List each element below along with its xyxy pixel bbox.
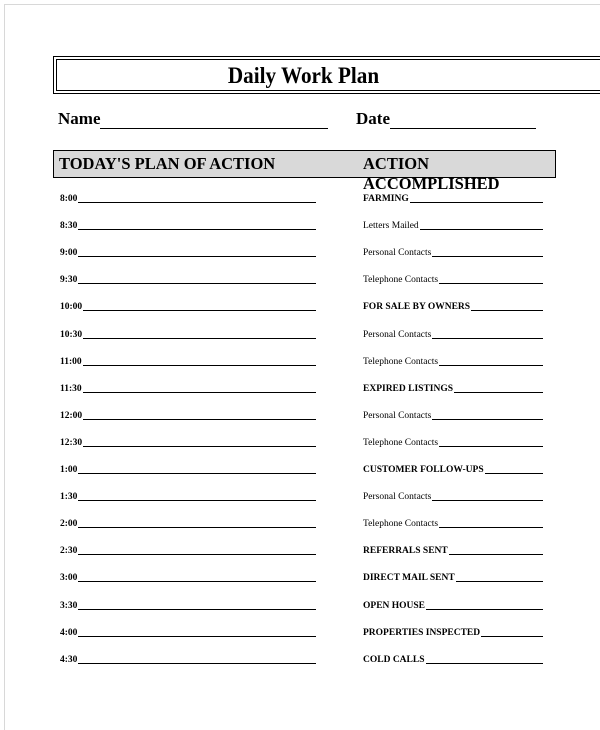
action-row[interactable]	[363, 271, 543, 285]
plan-header: TODAY'S PLAN OF ACTION	[59, 154, 276, 173]
time-label: 3:00	[60, 573, 78, 583]
time-slot-row[interactable]	[60, 190, 316, 204]
action-row[interactable]	[363, 190, 543, 204]
time-slot-row[interactable]	[60, 569, 316, 583]
action-line[interactable]	[439, 283, 543, 284]
action-line[interactable]	[426, 663, 544, 664]
time-label: 1:30	[60, 492, 78, 502]
action-row[interactable]	[363, 542, 543, 556]
action-line[interactable]	[449, 554, 543, 555]
time-slot-line[interactable]	[78, 554, 316, 555]
time-slot-row[interactable]	[60, 326, 316, 340]
time-slot-row[interactable]	[60, 434, 316, 448]
action-label: FARMING	[363, 194, 409, 204]
action-line[interactable]	[481, 636, 543, 637]
action-row[interactable]	[363, 597, 543, 611]
name-line[interactable]	[100, 112, 328, 129]
time-slot-line[interactable]	[78, 473, 316, 474]
action-line[interactable]	[410, 202, 543, 203]
action-label: REFERRALS SENT	[363, 546, 448, 556]
time-slot-line[interactable]	[78, 581, 316, 582]
action-row[interactable]	[363, 244, 543, 258]
time-slot-line[interactable]	[78, 256, 316, 257]
time-label: 2:30	[60, 546, 78, 556]
time-label: 12:30	[60, 438, 83, 448]
title-box	[53, 56, 600, 94]
time-slot-line[interactable]	[78, 500, 316, 501]
time-slot-row[interactable]	[60, 488, 316, 502]
action-line[interactable]	[432, 338, 543, 339]
action-row[interactable]	[363, 515, 543, 529]
time-label: 11:00	[60, 357, 82, 367]
time-slot-row[interactable]	[60, 271, 316, 285]
action-line[interactable]	[432, 500, 543, 501]
time-slot-line[interactable]	[83, 310, 316, 311]
action-row[interactable]	[363, 651, 543, 665]
time-label: 11:30	[60, 384, 82, 394]
accomplished-header: ACTION ACCOMPLISHED	[363, 154, 500, 193]
time-label: 10:00	[60, 302, 83, 312]
time-label: 9:00	[60, 248, 78, 258]
time-slot-row[interactable]	[60, 651, 316, 665]
action-label: Letters Mailed	[363, 221, 419, 231]
action-row[interactable]	[363, 380, 543, 394]
time-slot-line[interactable]	[78, 609, 316, 610]
action-label: Personal Contacts	[363, 248, 432, 258]
time-slot-line[interactable]	[78, 636, 316, 637]
action-label: FOR SALE BY OWNERS	[363, 302, 471, 312]
time-slot-row[interactable]	[60, 298, 316, 312]
action-line[interactable]	[426, 609, 543, 610]
action-line[interactable]	[471, 310, 543, 311]
action-line[interactable]	[439, 446, 543, 447]
action-row[interactable]	[363, 624, 543, 638]
time-label: 12:00	[60, 411, 83, 421]
action-label: DIRECT MAIL SENT	[363, 573, 455, 583]
action-line[interactable]	[439, 365, 543, 366]
time-slot-row[interactable]	[60, 407, 316, 421]
action-line[interactable]	[454, 392, 543, 393]
action-row[interactable]	[363, 298, 543, 312]
time-slot-line[interactable]	[78, 229, 316, 230]
action-label: OPEN HOUSE	[363, 601, 426, 611]
time-label: 2:00	[60, 519, 78, 529]
action-row[interactable]	[363, 488, 543, 502]
time-slot-row[interactable]	[60, 461, 316, 475]
time-label: 10:30	[60, 330, 83, 340]
action-line[interactable]	[420, 229, 543, 230]
time-label: 8:00	[60, 194, 78, 204]
time-slot-row[interactable]	[60, 515, 316, 529]
action-label: Personal Contacts	[363, 330, 432, 340]
time-slot-row[interactable]	[60, 244, 316, 258]
time-slot-row[interactable]	[60, 597, 316, 611]
action-line[interactable]	[456, 581, 543, 582]
action-row[interactable]	[363, 407, 543, 421]
action-label: CUSTOMER FOLLOW-UPS	[363, 465, 484, 475]
time-slot-line[interactable]	[83, 419, 316, 420]
time-slot-row[interactable]	[60, 217, 316, 231]
time-slot-row[interactable]	[60, 624, 316, 638]
action-label: COLD CALLS	[363, 655, 425, 665]
action-label: Telephone Contacts	[363, 519, 439, 529]
time-label: 8:30	[60, 221, 78, 231]
action-row[interactable]	[363, 569, 543, 583]
action-label: Telephone Contacts	[363, 275, 439, 285]
action-label: PROPERTIES INSPECTED	[363, 628, 481, 638]
time-slot-line[interactable]	[83, 446, 316, 447]
action-row[interactable]	[363, 353, 543, 367]
time-label: 3:30	[60, 601, 78, 611]
action-row[interactable]	[363, 217, 543, 231]
action-line[interactable]	[485, 473, 543, 474]
time-slot-line[interactable]	[78, 202, 316, 203]
date-line[interactable]	[390, 112, 536, 129]
action-label: Telephone Contacts	[363, 357, 439, 367]
time-label: 9:30	[60, 275, 78, 285]
time-slot-row[interactable]	[60, 380, 316, 394]
date-field[interactable]	[356, 109, 536, 129]
time-label: 4:30	[60, 655, 78, 665]
time-slot-line[interactable]	[78, 527, 316, 528]
action-row[interactable]	[363, 326, 543, 340]
time-slot-row[interactable]	[60, 542, 316, 556]
time-slot-line[interactable]	[78, 663, 316, 664]
time-label: 1:00	[60, 465, 78, 475]
time-slot-line[interactable]	[83, 338, 316, 339]
time-slot-row[interactable]	[60, 353, 316, 367]
date-label: Date	[356, 109, 390, 128]
time-slot-line[interactable]	[83, 365, 316, 366]
action-line[interactable]	[432, 419, 543, 420]
name-label: Name	[58, 109, 101, 128]
time-slot-line[interactable]	[83, 392, 316, 393]
section-header	[53, 150, 556, 193]
action-row[interactable]	[363, 461, 543, 475]
time-slot-line[interactable]	[78, 283, 316, 284]
action-label: Personal Contacts	[363, 411, 432, 421]
action-row[interactable]	[363, 434, 543, 448]
page-title: Daily Work Plan	[227, 63, 380, 88]
action-line[interactable]	[439, 527, 543, 528]
action-line[interactable]	[432, 256, 543, 257]
action-label: Personal Contacts	[363, 492, 432, 502]
time-label: 4:00	[60, 628, 78, 638]
action-label: EXPIRED LISTINGS	[363, 384, 454, 394]
name-field[interactable]	[58, 109, 328, 129]
action-label: Telephone Contacts	[363, 438, 439, 448]
